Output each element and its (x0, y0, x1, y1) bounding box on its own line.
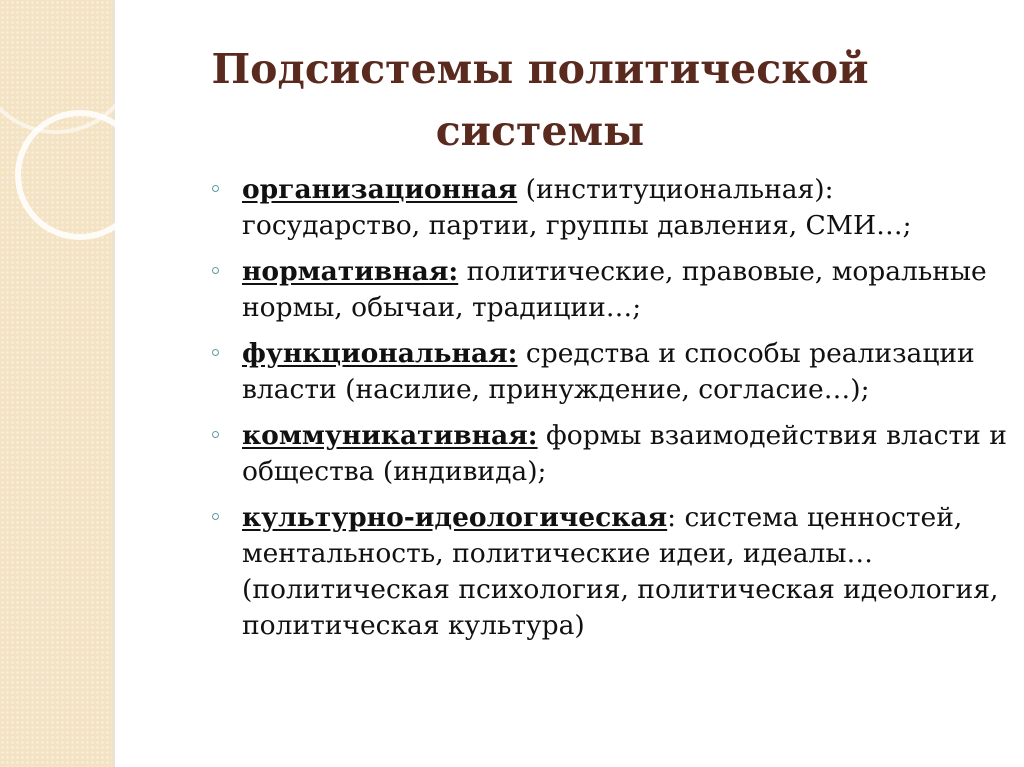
bullet-item-functional (212, 336, 1012, 408)
decorative-circles-icon (0, 0, 130, 300)
bullet-term: коммуникативная: (242, 420, 538, 451)
bullet-text: формы взаимодействия власти и общества (индивида); (242, 420, 1007, 487)
bullet-text: (институциональная): государство, партии, группы давления, СМИ…; (242, 174, 912, 241)
ring-bullet-icon (212, 349, 219, 356)
title-line-2: системы (435, 107, 645, 155)
ring-bullet-icon (212, 185, 219, 192)
ring-bullet-icon (212, 267, 219, 274)
bullet-item-cultural-ideological (212, 500, 1012, 644)
bullet-text: политические, правовые, моральные нормы, обычаи, традиции…; (242, 256, 987, 323)
bullet-term: нормативная: (242, 256, 459, 287)
bullet-term: организационная (242, 174, 518, 205)
bullet-list (212, 172, 1012, 654)
ring-bullet-icon (212, 513, 219, 520)
bullet-text: средства и способы реализации власти (насилие, принуждение, согласие…); (242, 338, 975, 405)
bullet-term: функциональная: (242, 338, 518, 369)
ring-bullet-icon (212, 431, 219, 438)
bullet-item-organizational (212, 172, 1012, 244)
bullet-text: : система ценностей, ментальность, политические идеи, идеалы… (политическая психология, политическая идеология, политическая культура) (242, 502, 999, 641)
slide-title (160, 38, 920, 162)
title-line-1: Подсистемы политической (211, 45, 869, 93)
bullet-item-normative (212, 254, 1012, 326)
bullet-item-communicative (212, 418, 1012, 490)
bullet-term: культурно-идеологическая (242, 502, 668, 533)
